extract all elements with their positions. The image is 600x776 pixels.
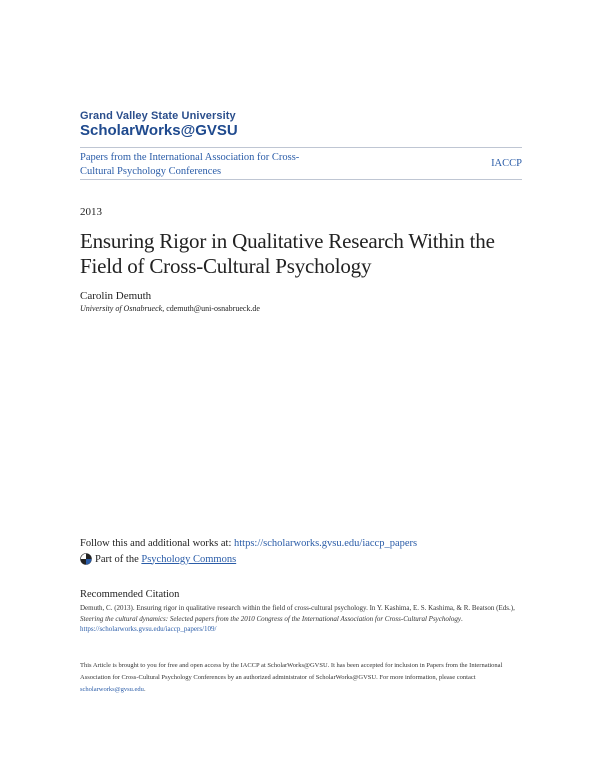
follow-label: Follow this and additional works at:	[80, 538, 234, 549]
author-affiliation	[80, 304, 260, 313]
part-of-label: Part of the	[95, 553, 139, 565]
psychology-commons-link[interactable]: Psychology Commons	[141, 553, 237, 565]
institution-name: Grand Valley State University	[80, 110, 236, 122]
repository-name[interactable]: ScholarWorks@GVSU	[80, 122, 238, 139]
author-name: Carolin Demuth	[80, 290, 152, 302]
part-of-line	[80, 553, 236, 565]
collection-link[interactable]: https://scholarworks.gvsu.edu/iaccp_papers	[234, 538, 418, 549]
article-title: Ensuring Rigor in Qualitative Research Within the Field of Cross-Cultural Psychology	[80, 229, 495, 278]
citation-book-title: Steering the cultural dynamics: Selected papers from the 2010 Congress of the International Association for Cross-Cultural Psychology	[80, 614, 461, 623]
citation-part2: .	[460, 614, 463, 623]
citation-text	[80, 603, 525, 635]
header-divider-bottom	[80, 179, 522, 180]
affiliation-separator: ,	[162, 304, 167, 313]
series-link[interactable]: Papers from the International Association for Cross-Cultural Psychology Conferences	[80, 152, 300, 177]
citation-url-link[interactable]: https://scholarworks.gvsu.edu/iaccp_papers/109/	[80, 625, 217, 633]
header-divider-top	[80, 147, 522, 148]
publication-year: 2013	[80, 206, 102, 218]
affiliation-university: University of Osnabrueck	[80, 304, 163, 313]
access-statement	[80, 660, 525, 696]
access-statement-end: .	[143, 686, 146, 693]
author-email: cdemuth@uni-osnabrueck.de	[166, 304, 260, 313]
series-code-link[interactable]: IACCP	[491, 158, 522, 169]
citation-heading: Recommended Citation	[80, 589, 180, 600]
bepress-logo-icon	[80, 553, 92, 565]
contact-email-link[interactable]: scholarworks@gvsu.edu	[80, 686, 144, 693]
follow-line	[80, 538, 417, 549]
access-statement-text: This Article is brought to you for free and open access by the IACCP at ScholarWorks@GVSU. It has been accepted for inclusion in Papers from the International Association for Cross-Cultural Psychology Conferences by an authorized administrator of ScholarWorks@GVSU. For more information, please contact	[80, 662, 503, 681]
citation-part1: Demuth, C. (2013). Ensuring rigor in qualitative research within the field of cross-cultural psychology. In Y. Kashima, E. S. Kashima, & R. Beatson (Eds.),	[80, 604, 515, 612]
